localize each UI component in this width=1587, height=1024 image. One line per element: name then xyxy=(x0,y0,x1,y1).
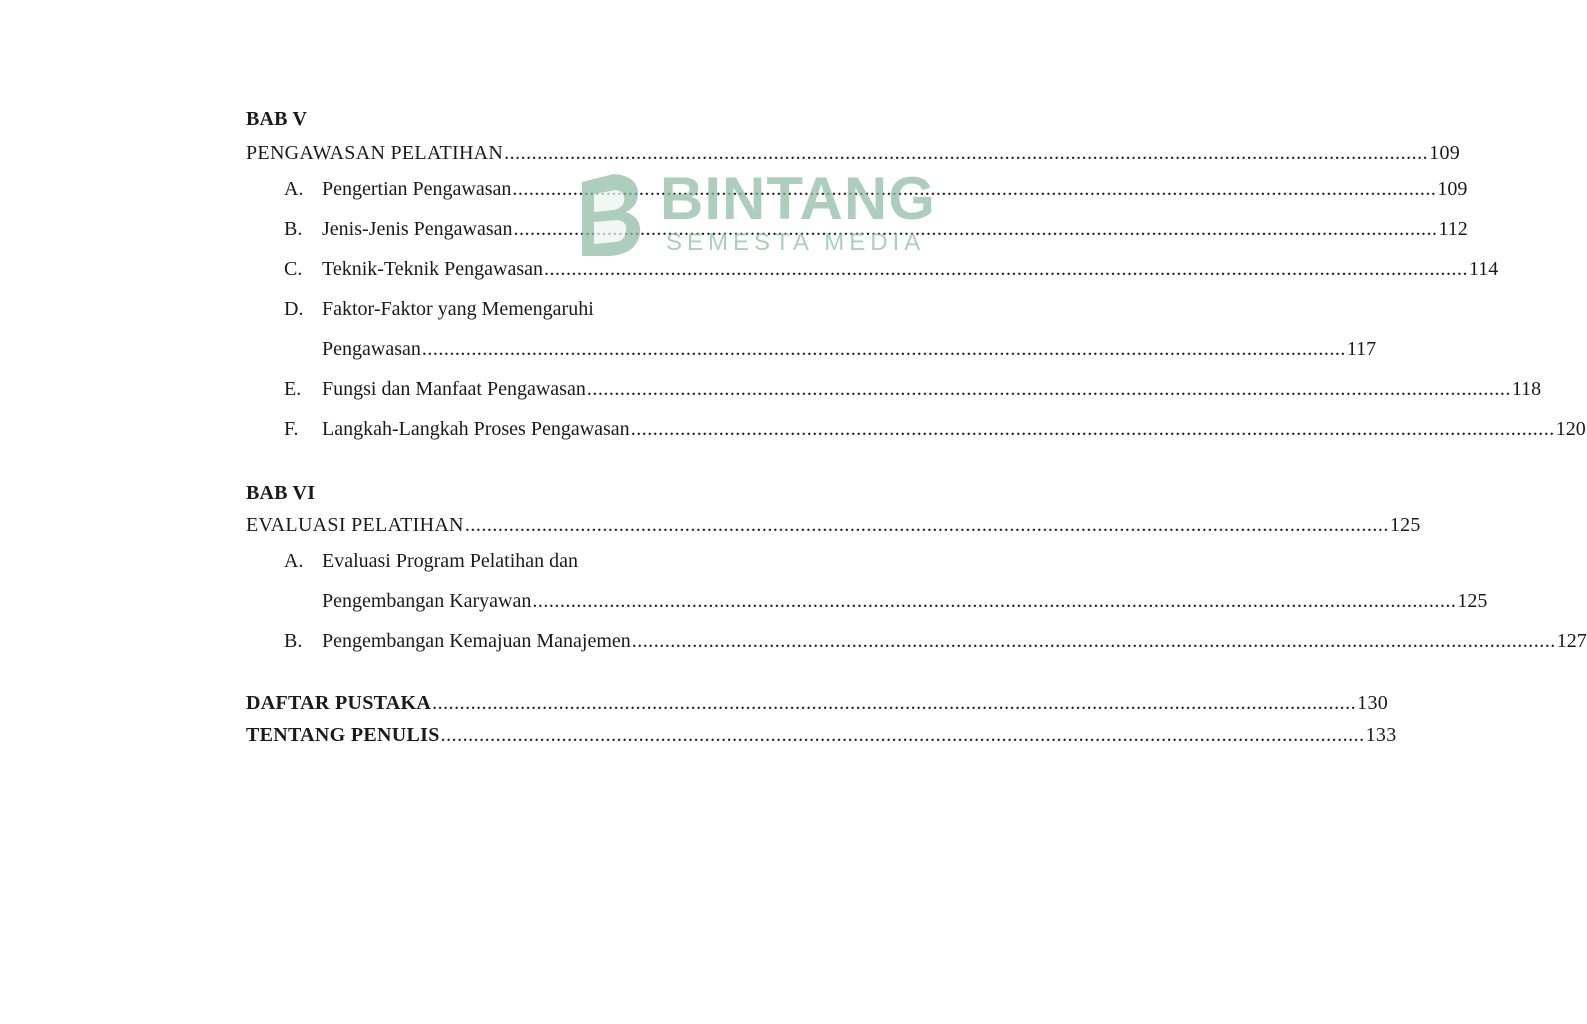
toc-entry-6b[interactable] xyxy=(246,614,1587,654)
bab6-label: BAB VI xyxy=(246,482,316,504)
entry-text: Pengembangan Karyawan xyxy=(322,590,532,612)
daftar-pustaka-title: DAFTAR PUSTAKA xyxy=(246,692,432,714)
entry-text: Pengembangan Kemajuan Manajemen xyxy=(322,630,631,652)
toc-entry-6a[interactable] xyxy=(246,534,786,574)
entry-text: Langkah-Langkah Proses Pengawasan xyxy=(322,418,630,440)
entry-page: 117 xyxy=(1346,338,1377,360)
entry-text: Fungsi dan Manfaat Pengawasan xyxy=(322,378,586,400)
leader-dots xyxy=(432,690,1356,716)
leader-dots xyxy=(587,376,1511,402)
toc-entry-5d-cont[interactable] xyxy=(246,322,1377,362)
daftar-pustaka-page: 130 xyxy=(1357,692,1389,714)
bab5-label: BAB V xyxy=(246,108,308,130)
toc-entry-5f[interactable] xyxy=(246,402,1586,442)
watermark-title: BINTANG xyxy=(660,165,936,232)
entry-page: 114 xyxy=(1469,258,1499,280)
watermark-subtitle: SEMESTA MEDIA xyxy=(666,229,926,256)
entry-page: 118 xyxy=(1511,378,1542,400)
bab5-page: 109 xyxy=(1429,142,1461,164)
entry-page: 112 xyxy=(1438,218,1468,240)
leader-dots xyxy=(532,588,1456,614)
entry-letter: F. xyxy=(284,418,299,440)
entry-text: Evaluasi Program Pelatihan dan xyxy=(322,550,579,572)
entry-page: 109 xyxy=(1437,178,1468,200)
tentang-penulis-title: TENTANG PENULIS xyxy=(246,724,440,746)
book-logo-icon xyxy=(574,172,646,258)
entry-page: 125 xyxy=(1457,590,1488,612)
toc-entry-6a-cont[interactable] xyxy=(246,574,1488,614)
leader-dots xyxy=(422,336,1346,362)
entry-page: 127 xyxy=(1556,630,1587,652)
bab6-page: 125 xyxy=(1389,514,1421,536)
publisher-watermark xyxy=(574,165,954,262)
leader-dots xyxy=(441,722,1365,748)
entry-letter: B. xyxy=(284,630,303,652)
entry-letter: A. xyxy=(284,178,304,200)
toc-entry-5d[interactable] xyxy=(246,282,786,322)
toc-entry-5e[interactable] xyxy=(246,362,1542,402)
entry-letter: E. xyxy=(284,378,302,400)
bab6-title: EVALUASI PELATIHAN xyxy=(246,514,464,536)
entry-text: Teknik-Teknik Pengawasan xyxy=(322,258,544,280)
entry-page: 120 xyxy=(1555,418,1586,440)
entry-letter: A. xyxy=(284,550,304,572)
daftar-pustaka-row[interactable] xyxy=(246,690,1389,716)
tentang-penulis-page: 133 xyxy=(1365,724,1397,746)
bab5-title: PENGAWASAN PELATIHAN xyxy=(246,142,504,164)
entry-text: Faktor-Faktor yang Memengaruhi xyxy=(322,298,594,320)
entry-text: Pengertian Pengawasan xyxy=(322,178,512,200)
entry-letter: D. xyxy=(284,298,304,320)
tentang-penulis-row[interactable] xyxy=(246,722,1397,748)
entry-text: Jenis-Jenis Pengawasan xyxy=(322,218,513,240)
leader-dots xyxy=(632,628,1556,654)
entry-text: Pengawasan xyxy=(322,338,421,360)
leader-dots xyxy=(631,416,1555,442)
entry-letter: B. xyxy=(284,218,303,240)
entry-letter: C. xyxy=(284,258,303,280)
